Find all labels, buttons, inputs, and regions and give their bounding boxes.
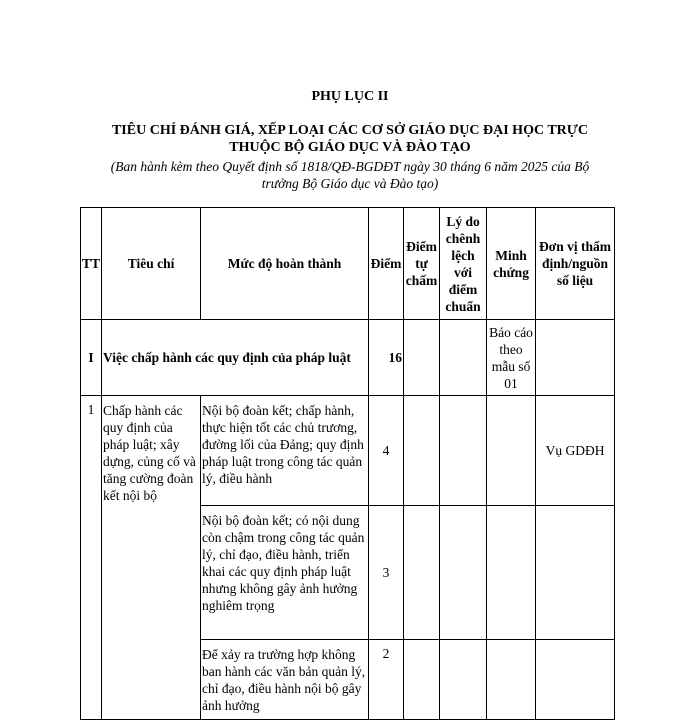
subtitle-line-1: (Ban hành kèm theo Quyết định số 1818/QĐ-BGDĐT ngày 30 tháng 6 năm 2025 của Bộ xyxy=(110,159,590,174)
title-line-1: TIÊU CHÍ ĐÁNH GIÁ, XẾP LOẠI CÁC CƠ SỞ GIÁO DỤC ĐẠI HỌC TRỰC xyxy=(111,123,589,138)
col-header-score: Điểm xyxy=(369,208,404,320)
appendix-title: PHỤ LỤC II xyxy=(311,89,389,104)
level-deviation-reason xyxy=(440,506,487,640)
col-header-criteria: Tiêu chí xyxy=(102,208,201,320)
table-row xyxy=(81,396,615,506)
criteria-table xyxy=(80,207,615,720)
col-header-self-score: Điểm tự chấm xyxy=(404,208,440,320)
table-header-row xyxy=(81,208,615,320)
section-title: Việc chấp hành các quy định của pháp luật xyxy=(102,320,369,396)
level-evidence xyxy=(487,640,536,720)
section-unit xyxy=(536,320,615,396)
level-text: Nội bộ đoàn kết; có nội dung còn chậm trong công tác quản lý, chỉ đạo, điều hành, triển khai các quy định pháp luật nhưng không gây ảnh hưởng nghiêm trọng xyxy=(201,506,369,640)
section-deviation-reason xyxy=(440,320,487,396)
document-subtitle xyxy=(0,158,700,192)
col-header-tt: TT xyxy=(81,208,102,320)
row-unit-empty xyxy=(536,506,615,640)
level-self-score xyxy=(404,506,440,640)
col-header-level: Mức độ hoàn thành xyxy=(201,208,369,320)
level-evidence xyxy=(487,506,536,640)
level-score: 4 xyxy=(369,396,404,506)
level-deviation-reason xyxy=(440,640,487,720)
row-number: 1 xyxy=(81,396,102,720)
level-self-score xyxy=(404,640,440,720)
row-criteria: Chấp hành các quy định của pháp luật; xây dựng, củng cố và tăng cường đoàn kết nội bộ xyxy=(102,396,201,720)
document-title xyxy=(0,122,700,156)
subtitle-line-2: trưởng Bộ Giáo dục và Đào tạo) xyxy=(261,176,439,191)
level-self-score xyxy=(404,396,440,506)
level-text: Nội bộ đoàn kết; chấp hành, thực hiện tốt các chủ trương, đường lối của Đảng; quy định pháp luật trong công tác quản lý, điều hành xyxy=(201,396,369,506)
section-row xyxy=(81,320,615,396)
col-header-deviation-reason: Lý do chênh lệch với điểm chuẩn xyxy=(440,208,487,320)
col-header-unit: Đơn vị thẩm định/nguồn số liệu xyxy=(536,208,615,320)
level-text: Để xảy ra trường hợp không ban hành các văn bản quản lý, chỉ đạo, điều hành nội bộ gây ảnh hưởng xyxy=(201,640,369,720)
level-deviation-reason xyxy=(440,396,487,506)
level-evidence xyxy=(487,396,536,506)
level-score: 3 xyxy=(369,506,404,640)
title-line-2: THUỘC BỘ GIÁO DỤC VÀ ĐÀO TẠO xyxy=(229,140,471,155)
section-self-score xyxy=(404,320,440,396)
section-number: I xyxy=(81,320,102,396)
col-header-evidence: Minh chứng xyxy=(487,208,536,320)
level-score: 2 xyxy=(369,640,404,720)
row-unit: Vụ GDĐH xyxy=(536,396,615,506)
row-unit-empty xyxy=(536,640,615,720)
section-score: 16 xyxy=(369,320,404,396)
section-evidence: Báo cáo theo mẫu số 01 xyxy=(487,320,536,396)
